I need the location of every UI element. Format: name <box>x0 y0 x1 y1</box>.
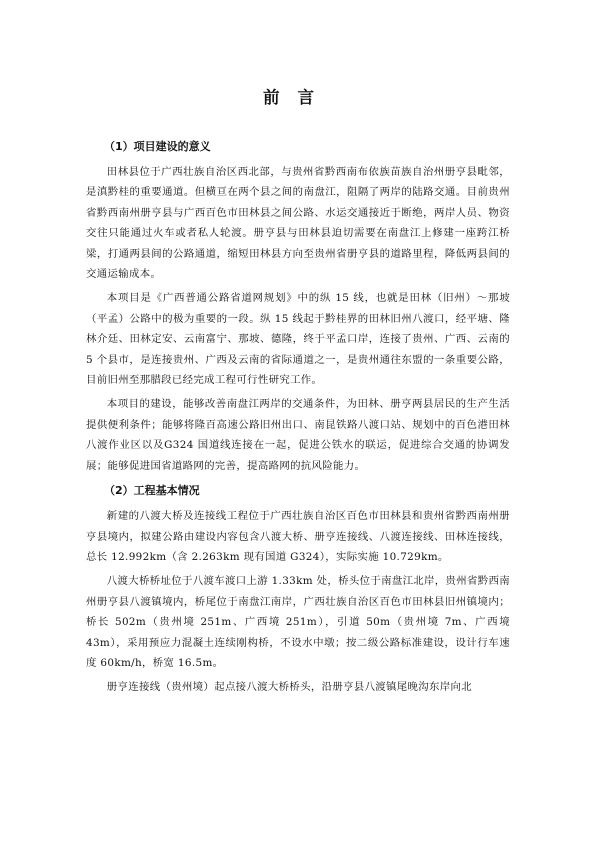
document-body <box>86 138 510 702</box>
paragraph: 八渡大桥桥址位于八渡车渡口上游 1.33km 处，桥头位于南盘江北岸，贵州省黔西南州册亨县八渡镇境内，桥尾位于南盘江南岸，广西壮族自治区百色市田林县旧州镇境内；桥长 502m（贵州境 251m、广西境 251m），引道 50m（贵州境 7m、广西境 43m），采用预应力混凝土连续刚构桥，不设水中墩；按二级公路标准建设，设计行车速度 60km/h，桥宽 16.5m。 <box>86 575 510 669</box>
paragraph: 新建的八渡大桥及连接线工程位于广西壮族自治区百色市田林县和贵州省黔西南州册亨县境内，拟建公路由建设内容包含八渡大桥、册亨连接线、八渡连接线、田林连接线，总长 12.992km（含 2.263km 现有国道 G324），实际实施 10.729km。 <box>86 510 510 563</box>
paragraph: 田林县位于广西壮族自治区西北部，与贵州省黔西南布依族苗族自治州册亨县毗邻，是滇黔桂的重要通道。但横亘在两个县之间的南盘江，阻隔了两岸的陆路交通。目前贵州省黔西南州册亨县与广西百色市田林县之间公路、水运交通接近于断绝，两岸人员、物资交往只能通过火车或者私人轮渡。册亨县与田林县迫切需要在南盘江上修建一座跨江桥梁，打通两县间的公路通道，缩短田林县方向至贵州省册亨县的道路里程，降低两县间的交通运输成本。 <box>86 166 510 281</box>
page-title: 前言 <box>263 88 332 107</box>
section-significance <box>86 138 510 476</box>
paragraph: 本项目的建设，能够改善南盘江两岸的交通条件，为田林、册亨两县居民的生产生活提供便利条件；能够将隆百高速公路旧州出口、南昆铁路八渡口站、规划中的百色港田林八渡作业区以及G324 国道线连接在一起，促进公铁水的联运，促进综合交通的协调发展；能够促进国省道路网的完善，提高路网的抗风险能力。 <box>86 398 510 472</box>
paragraph: 本项目是《广西普通公路省道网规划》中的纵 15 线，也就是田林（旧州）～那坡（平孟）公路中的极为重要的一段。纵 15 线起于黔桂界的田林旧州八渡口，经平塘、隆林介廷、田林定安、云南富宁、那坡、德隆，终于平孟口岸，连接了贵州、广西、云南的 5 个县市，是连接贵州、广西及云南的省际通道之一，是贵州通往东盟的一条重要公路，目前旧州至那腊段已经完成工程可行性研究工作。 <box>86 292 510 387</box>
section-heading: （1）项目建设的意义 <box>104 140 211 153</box>
section-heading: （2）工程基本情况 <box>104 484 200 498</box>
section-basic-info <box>86 482 510 698</box>
paragraph: 册亨连接线（贵州境）起点接八渡大桥桥头，沿册亨县八渡镇尾晚沟东岸向北 <box>106 681 472 694</box>
